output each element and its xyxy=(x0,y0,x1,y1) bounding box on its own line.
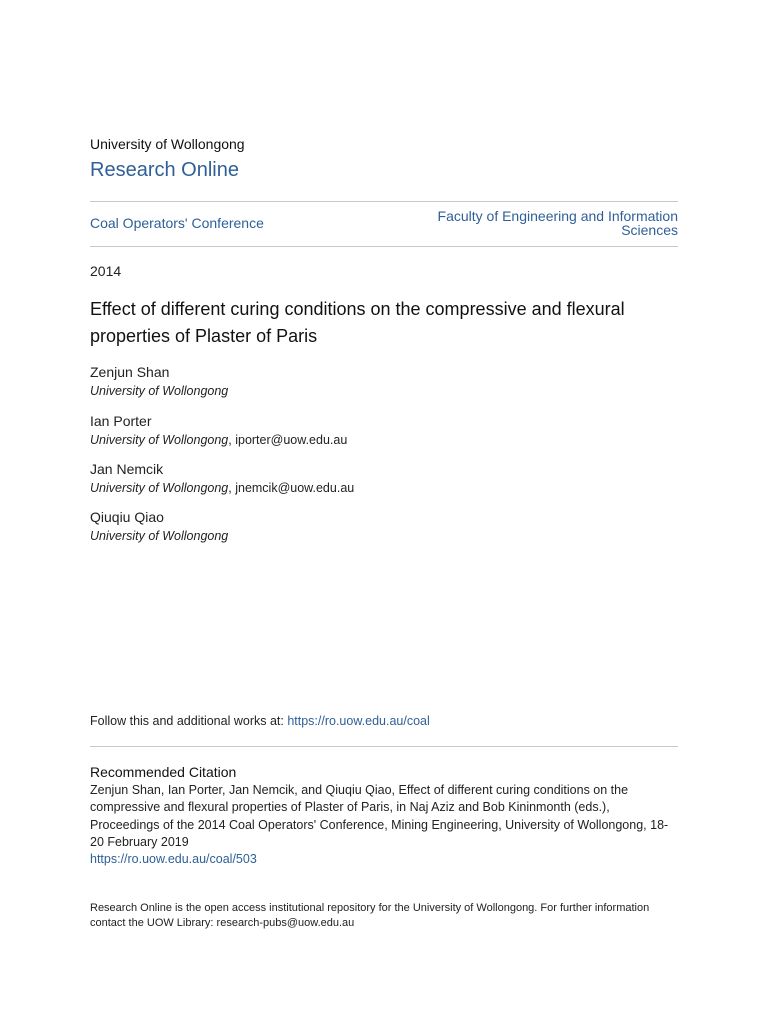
author-name: Qiuqiu Qiao xyxy=(90,509,164,525)
cover-page xyxy=(90,0,678,1024)
affiliation-text: University of Wollongong xyxy=(90,481,229,495)
affiliation-text: University of Wollongong xyxy=(90,529,229,543)
follow-line xyxy=(90,713,430,729)
conference-link[interactable]: Coal Operators' Conference xyxy=(90,215,264,231)
author-affiliation xyxy=(90,432,678,448)
faculty-link[interactable]: Faculty of Engineering and Information Sciences xyxy=(437,208,678,238)
author-block xyxy=(90,461,678,496)
author-affiliation xyxy=(90,480,678,496)
series-row xyxy=(90,202,678,246)
author-name: Ian Porter xyxy=(90,413,152,429)
author-block xyxy=(90,413,678,448)
author-email: , iporter@uow.edu.au xyxy=(228,433,348,447)
divider-citation xyxy=(90,746,678,747)
citation-text: Zenjun Shan, Ian Porter, Jan Nemcik, and Qiuqiu Qiao, Effect of different curing conditions on the compressive and flexural properties of Plaster of Paris, in Naj Aziz and Bob Kininmonth (eds.), Proceedings of the 2014 Coal Operators' Conference, Mining Engineering, University of Wollongong, 18-20 February 2019 xyxy=(90,783,669,849)
collection-link[interactable]: https://ro.uow.edu.au/coal xyxy=(287,714,430,728)
author-affiliation xyxy=(90,528,678,544)
author-email: , jnemcik@uow.edu.au xyxy=(228,481,355,495)
institution-name: University of Wollongong xyxy=(90,136,245,152)
affiliation-text: University of Wollongong xyxy=(90,433,229,447)
author-name: Jan Nemcik xyxy=(90,461,164,477)
author-block xyxy=(90,509,678,544)
affiliation-text: University of Wollongong xyxy=(90,384,229,398)
author-block xyxy=(90,364,678,399)
publication-year: 2014 xyxy=(90,263,122,279)
repository-notice: Research Online is the open access institutional repository for the University of Wollongong. For further information contact the UOW Library: research-pubs@uow.edu.au xyxy=(90,902,650,929)
citation-heading: Recommended Citation xyxy=(90,764,237,780)
citation-link[interactable]: https://ro.uow.edu.au/coal/503 xyxy=(90,852,257,867)
divider-series xyxy=(90,246,678,247)
follow-text: Follow this and additional works at: xyxy=(90,714,288,728)
author-name: Zenjun Shan xyxy=(90,364,170,380)
author-affiliation xyxy=(90,383,678,399)
citation-block xyxy=(90,782,678,868)
site-name-link[interactable]: Research Online xyxy=(90,159,239,181)
paper-title: Effect of different curing conditions on the compressive and flexural properties of Plaster of Paris xyxy=(90,299,625,346)
